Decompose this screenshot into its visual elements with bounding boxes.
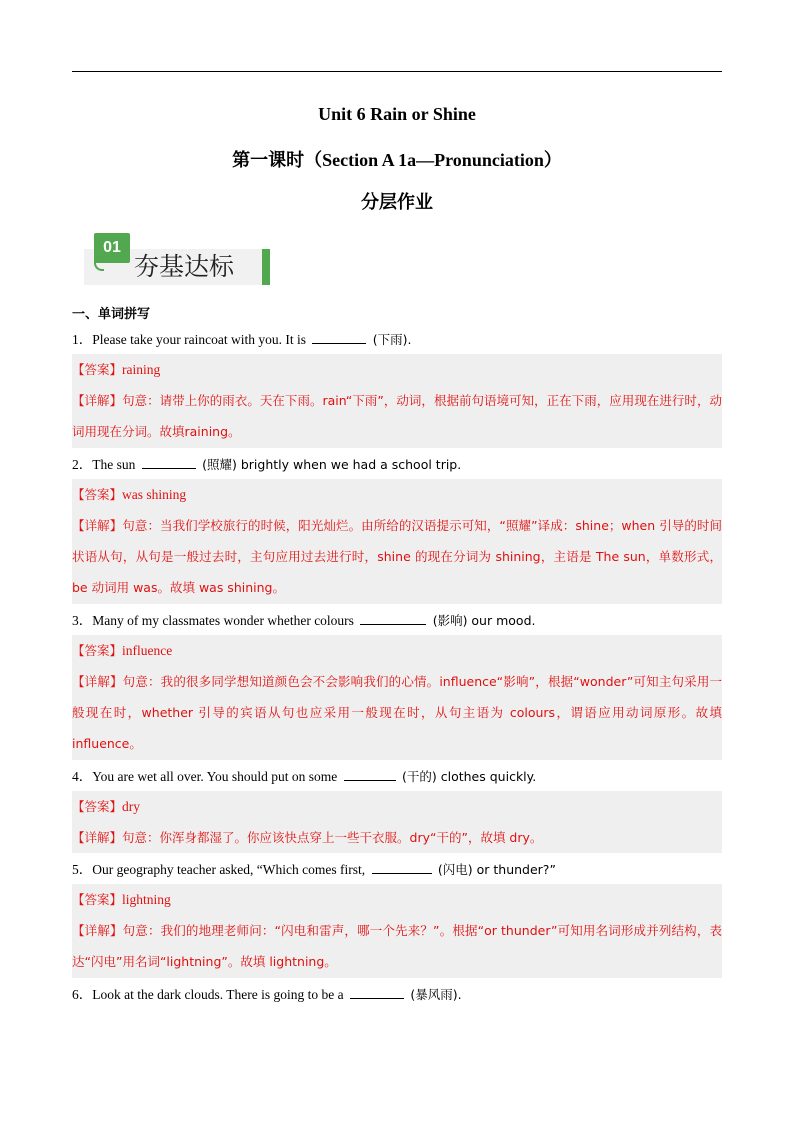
detail-5: 【详解】句意：我们的地理老师问：“闪电和雷声，哪一个先来？”。根据“or thunder”可知用名词形成并列结构，表达“闪电”用名词“lightning”。故填 lightning。 xyxy=(72,923,722,969)
answer-2: 【答案】was shining xyxy=(72,487,187,502)
section-heading: 一、单词拼写 xyxy=(72,307,151,322)
question-3-prompt: 3．Many of my classmates wonder whether colours xyxy=(72,613,354,628)
question-1-prompt: 1．Please take your raincoat with you. It is xyxy=(72,332,306,347)
question-5 xyxy=(72,861,722,879)
header-rule xyxy=(72,71,722,72)
answer-block-5 xyxy=(72,884,722,978)
question-2-prompt: 2．The sun xyxy=(72,457,136,472)
answer-5: 【答案】lightning xyxy=(72,892,171,907)
question-4-prompt: 4．You are wet all over. You should put on some xyxy=(72,769,338,784)
question-1 xyxy=(72,331,722,349)
question-2-blank[interactable] xyxy=(142,456,196,469)
badge-number: 01 xyxy=(94,233,130,263)
question-3-blank[interactable] xyxy=(360,612,426,625)
question-4-blank[interactable] xyxy=(344,768,396,781)
detail-1: 【详解】句意：请带上你的雨衣。天在下雨。rain“下雨”，动词，根据前句语境可知，正在下雨，应用现在进行时，动词用现在分词。故填raining。 xyxy=(72,393,722,439)
detail-4: 【详解】句意：你浑身都湿了。你应该快点穿上一些干衣服。dry“干的”，故填 dry。 xyxy=(72,830,543,845)
answer-3: 【答案】influence xyxy=(72,643,173,658)
answer-block-4 xyxy=(72,791,722,853)
question-6-blank[interactable] xyxy=(350,986,404,999)
question-5-blank[interactable] xyxy=(372,861,432,874)
question-5-prompt: 5．Our geography teacher asked, “Which comes first, xyxy=(72,862,366,877)
answer-block-1 xyxy=(72,354,722,448)
question-4 xyxy=(72,768,722,786)
question-3 xyxy=(72,612,722,630)
answer-block-3 xyxy=(72,635,722,760)
answer-block-2 xyxy=(72,479,722,604)
question-4-hint: (干的) clothes quickly. xyxy=(402,769,537,784)
answer-4: 【答案】dry xyxy=(72,799,141,814)
unit-title: Unit 6 Rain or Shine xyxy=(318,104,476,124)
detail-2: 【详解】句意：当我们学校旅行的时候，阳光灿烂。由所给的汉语提示可知，“照耀”译成：shine；when 引导的时间状语从句，从句是一般过去时，主句应用过去进行时，shine 的现在分词为 shining，主语是 The sun，单数形式，be 动词用 was。故填 was shining。 xyxy=(72,518,722,595)
question-2 xyxy=(72,456,722,474)
badge-label: 夯基达标 xyxy=(134,252,235,281)
answer-1: 【答案】raining xyxy=(72,362,161,377)
section-badge xyxy=(84,233,274,287)
homework-subtitle: 分层作业 xyxy=(361,192,433,213)
question-1-blank[interactable] xyxy=(312,331,366,344)
question-6 xyxy=(72,986,722,1004)
question-6-hint: (暴风雨). xyxy=(410,987,462,1002)
badge-accent-bar xyxy=(262,249,270,285)
question-1-hint: (下雨). xyxy=(372,332,412,347)
question-2-hint: (照耀) brightly when we had a school trip. xyxy=(202,457,462,472)
question-3-hint: (影响) our mood. xyxy=(432,613,536,628)
question-5-hint: (闪电) or thunder?” xyxy=(437,862,556,877)
question-6-prompt: 6．Look at the dark clouds. There is going to be a xyxy=(72,987,344,1002)
detail-3: 【详解】句意：我的很多同学想知道颜色会不会影响我们的心情。influence“影响”，根据“wonder”可知主句采用一般现在时，whether 引导的宾语从句也应采用一般现在时，从句主语为 colours，谓语应用动词原形。故填 influence。 xyxy=(72,674,722,751)
lesson-title: 第一课时（Section A 1a—Pronunciation） xyxy=(232,150,562,170)
